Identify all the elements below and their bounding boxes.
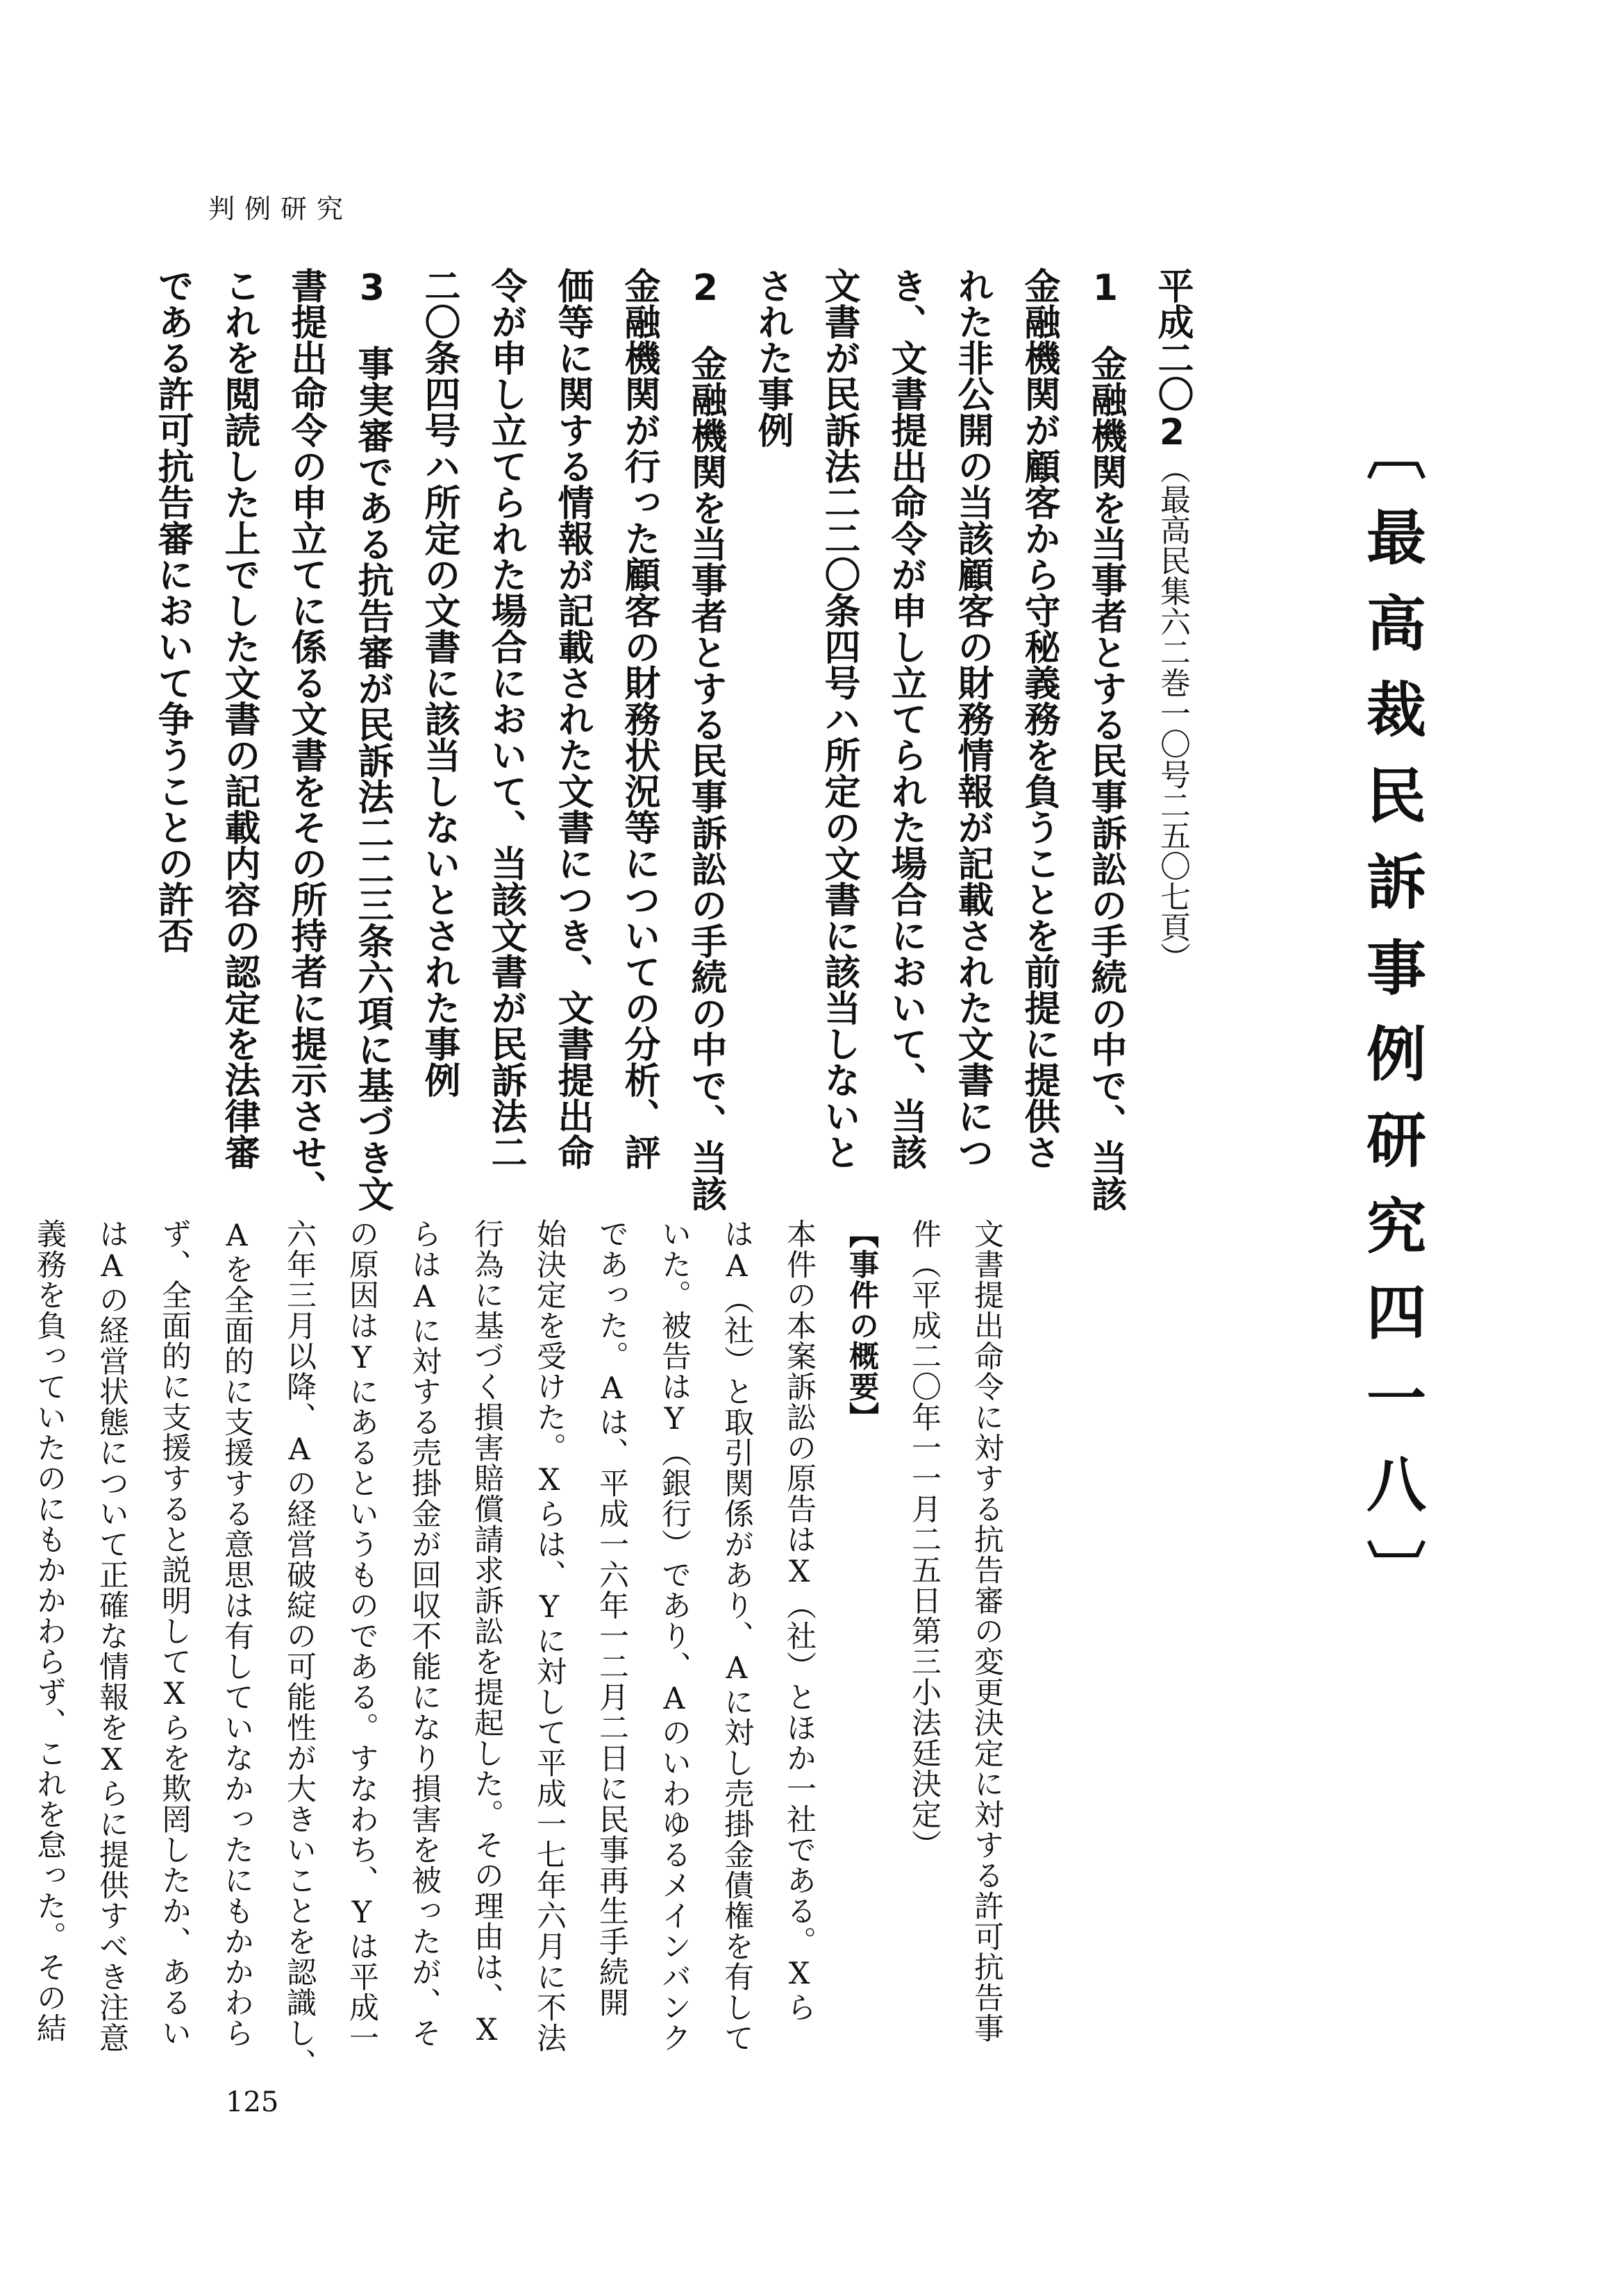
holding-line: 2 金融機関を当事者とする民事訴訟の手続の中で、当該 [685,267,726,1212]
body-line: Aを全面的に支援する意思は有していなかったにもかかわら [219,1218,254,2048]
case-number-line [1139,267,1205,996]
running-header: 判例研究 [208,194,353,224]
page-number: 125 [226,2086,279,2118]
holding-line: き、文書提出命令が申し立てられた場合において、当該 [885,267,926,1170]
body-line: であった。Aは、平成一六年一二月二日に民事再生手続開 [594,1218,629,2018]
body-line: 始決定を受けた。Xらは、Yに対して平成一七年六月に不法 [532,1218,567,2053]
holding-line: である許可抗告審において争うことの許否 [151,267,193,953]
holding-line: された事例 [751,267,793,448]
body-line: はA（社）と取引関係があり、Aに対し売掛金債権を有して [719,1218,754,2053]
holding-line: これを閲読した上でした文書の記載内容の認定を法律審 [218,267,260,1170]
body-line: の原因はYにあるというものである。すなわち、Yは平成一 [344,1218,379,2053]
body-line: 義務を負っていたのにもかかわらず、これを怠った。その結 [32,1218,67,2043]
case-reference: （最高民集六二巻一〇号二五〇七頁） [1155,453,1190,973]
article-title: 〔最高裁民訴事例研究四一八〕 [1356,420,1425,1625]
holding-3 [139,267,406,1212]
holding-line: 3 事実審である抗告審が民訴法二二三条六項に基づき文 [351,267,393,1212]
body-line: はAの経営状態について正確な情報をXらに提供すべき注意 [94,1218,129,2053]
body-line: いた。被告はY（銀行）であり、Aのいわゆるメインバンク [657,1218,692,2053]
holding-1 [739,267,1139,1212]
holding-line: 金融機関が顧客から守秘義務を負うことを前提に提供さ [1018,267,1060,1170]
body-line: 六年三月以降、Aの経営破綻の可能性が大きいことを認識し、 [282,1218,317,2079]
holding-line: れた非公開の当該顧客の財務情報が記載された文書につ [951,267,993,1170]
holding-line: 令が申し立てられた場合において、当該文書が民訴法二 [485,267,526,1170]
intro-line: 文書提出命令に対する抗告審の変更決定に対する許可抗告事 [969,1218,1004,2043]
body-line: らはAに対する売掛金が回収不能になり損害を被ったが、そ [407,1218,442,2048]
case-body [18,1218,1018,2079]
body-line: ず、全面的に支援すると説明してXらを欺罔したか、あるい [157,1218,192,2048]
holding-line: 書提出命令の申立てに係る文書をその所持者に提示させ、 [285,267,326,1206]
case-intro [893,1218,1018,2043]
holding-line: 二〇条四号ハ所定の文書に該当しないとされた事例 [418,267,460,1098]
holding-line: 文書が民訴法二二〇条四号ハ所定の文書に該当しないと [818,267,860,1170]
holding-line: 価等に関する情報が記載された文書につき、文書提出命 [551,267,593,1170]
intro-line: 件（平成二〇年一一月二五日第三小法廷決定） [907,1218,942,1860]
section-heading: 【事件の概要】 [844,1218,879,1432]
holding-line: 金融機関が行った顧客の財務状況等についての分析、評 [618,267,660,1170]
holdings-block [139,267,1205,1212]
case-summary [18,1218,830,2079]
case-number: 平成二〇2 [1151,267,1193,453]
holding-line: 1 金融機関を当事者とする民事訴訟の手続の中で、当該 [1085,267,1126,1212]
body-line: 行為に基づく損害賠償請求訴訟を提起した。その理由は、X [469,1218,504,2048]
body-line: 本件の本案訴訟の原告はX（社）とほか一社である。Xら [782,1218,817,2022]
holding-2 [406,267,739,1212]
